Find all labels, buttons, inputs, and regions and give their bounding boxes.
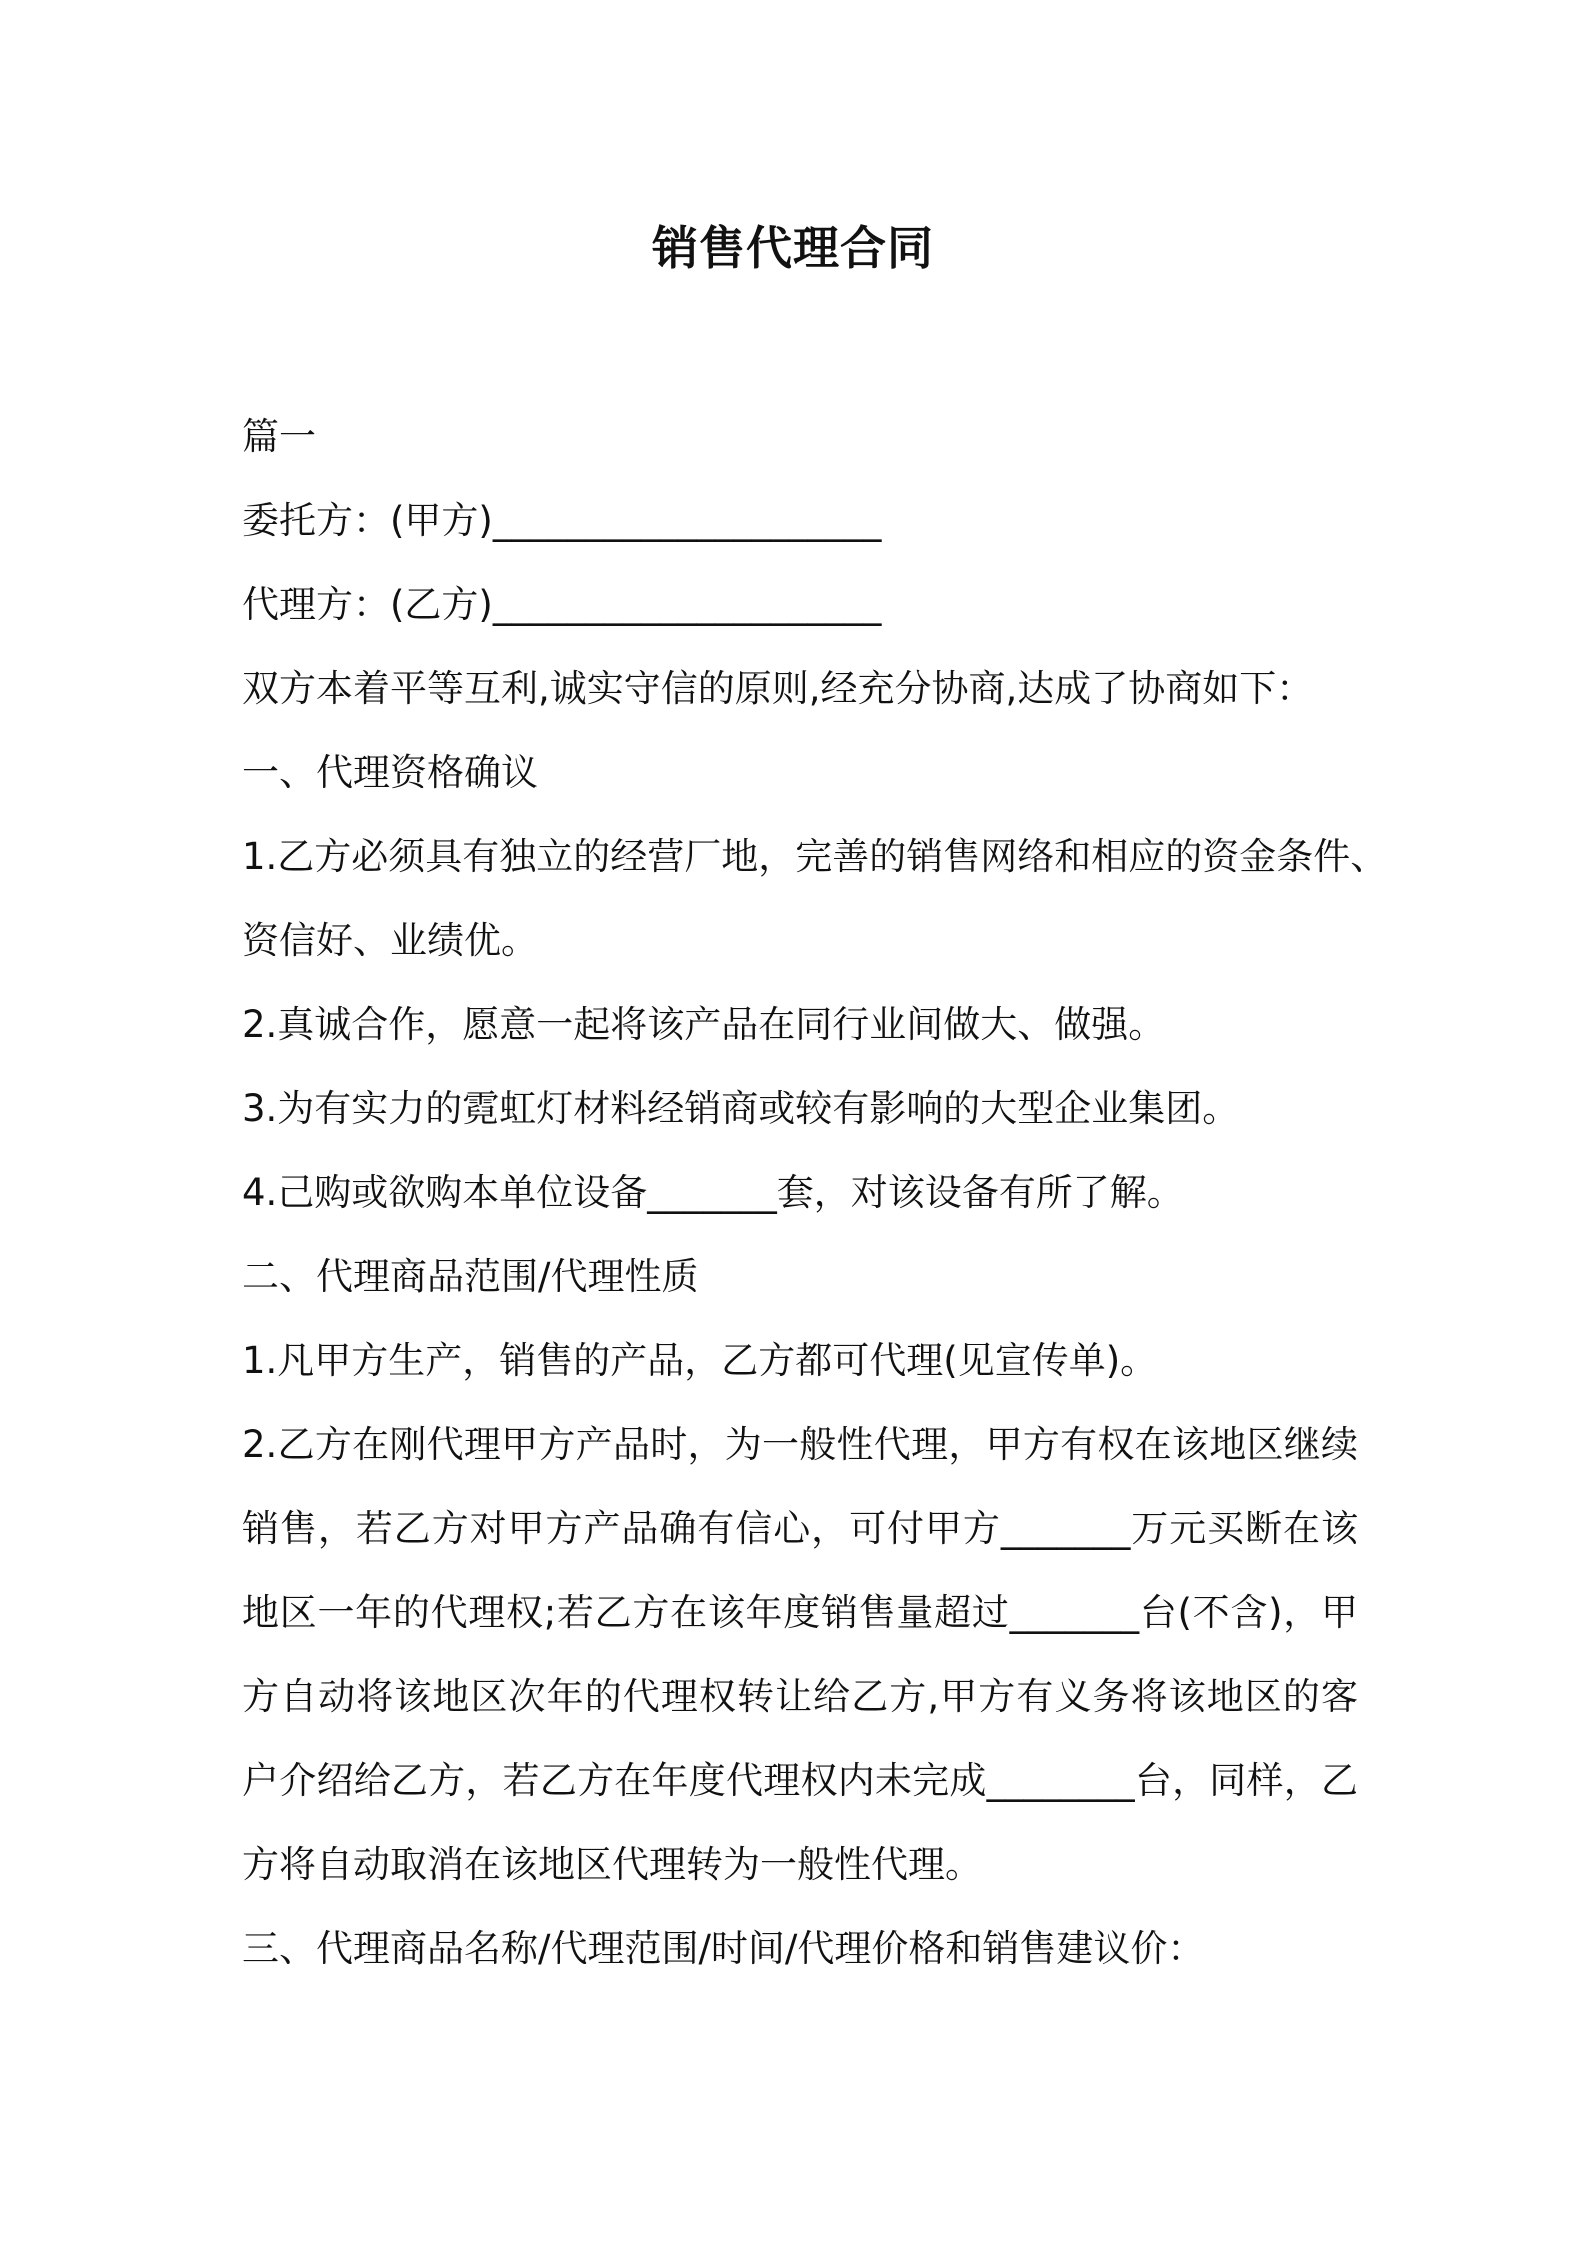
section-3-heading: 三、代理商品名称/代理范围/时间/代理价格和销售建议价： (242, 1927, 1205, 1970)
section-1-line: 资信好、业绩优。 (242, 919, 538, 962)
section-1-line: 1.乙方必须具有独立的经营厂地，完善的销售网络和相应的资金条件、 (242, 835, 1388, 878)
document-title: 销售代理合同 (652, 221, 934, 275)
section-2-heading: 二、代理商品范围/代理性质 (242, 1255, 699, 1298)
section-1-line: 4.己购或欲购本单位设备_______套，对该设备有所了解。 (242, 1171, 1184, 1214)
section-2-line: 1.凡甲方生产，销售的产品，乙方都可代理(见宣传单)。 (242, 1339, 1158, 1382)
section-2-line: 方自动将该地区次年的代理权转让给乙方,甲方有义务将该地区的客 (242, 1675, 1358, 1718)
principal-party-line: 委托方：(甲方)_____________________ (242, 499, 882, 542)
section-1-line: 3.为有实力的霓虹灯材料经销商或较有影响的大型企业集团。 (242, 1087, 1240, 1130)
section-2-line: 2.乙方在刚代理甲方产品时，为一般性代理，甲方有权在该地区继续 (242, 1423, 1358, 1466)
document-body (242, 395, 1442, 1991)
section-2-line: 地区一年的代理权;若乙方在该年度销售量超过_______台(不含)，甲 (242, 1591, 1358, 1634)
agent-party-line: 代理方：(乙方)_____________________ (242, 583, 882, 626)
section-2-line: 方将自动取消在该地区代理转为一般性代理。 (242, 1843, 982, 1886)
section-1-heading: 一、代理资格确议 (242, 751, 538, 794)
part-label: 篇一 (242, 415, 316, 458)
section-1-line: 2.真诚合作，愿意一起将该产品在同行业间做大、做强。 (242, 1003, 1166, 1046)
section-2-line: 户介绍给乙方，若乙方在年度代理权内未完成________台，同样，乙 (242, 1759, 1358, 1802)
section-2-line: 销售，若乙方对甲方产品确有信心，可付甲方_______万元买断在该 (242, 1507, 1358, 1550)
preamble: 双方本着平等互利,诚实守信的原则,经充分协商,达成了协商如下： (242, 667, 1314, 710)
